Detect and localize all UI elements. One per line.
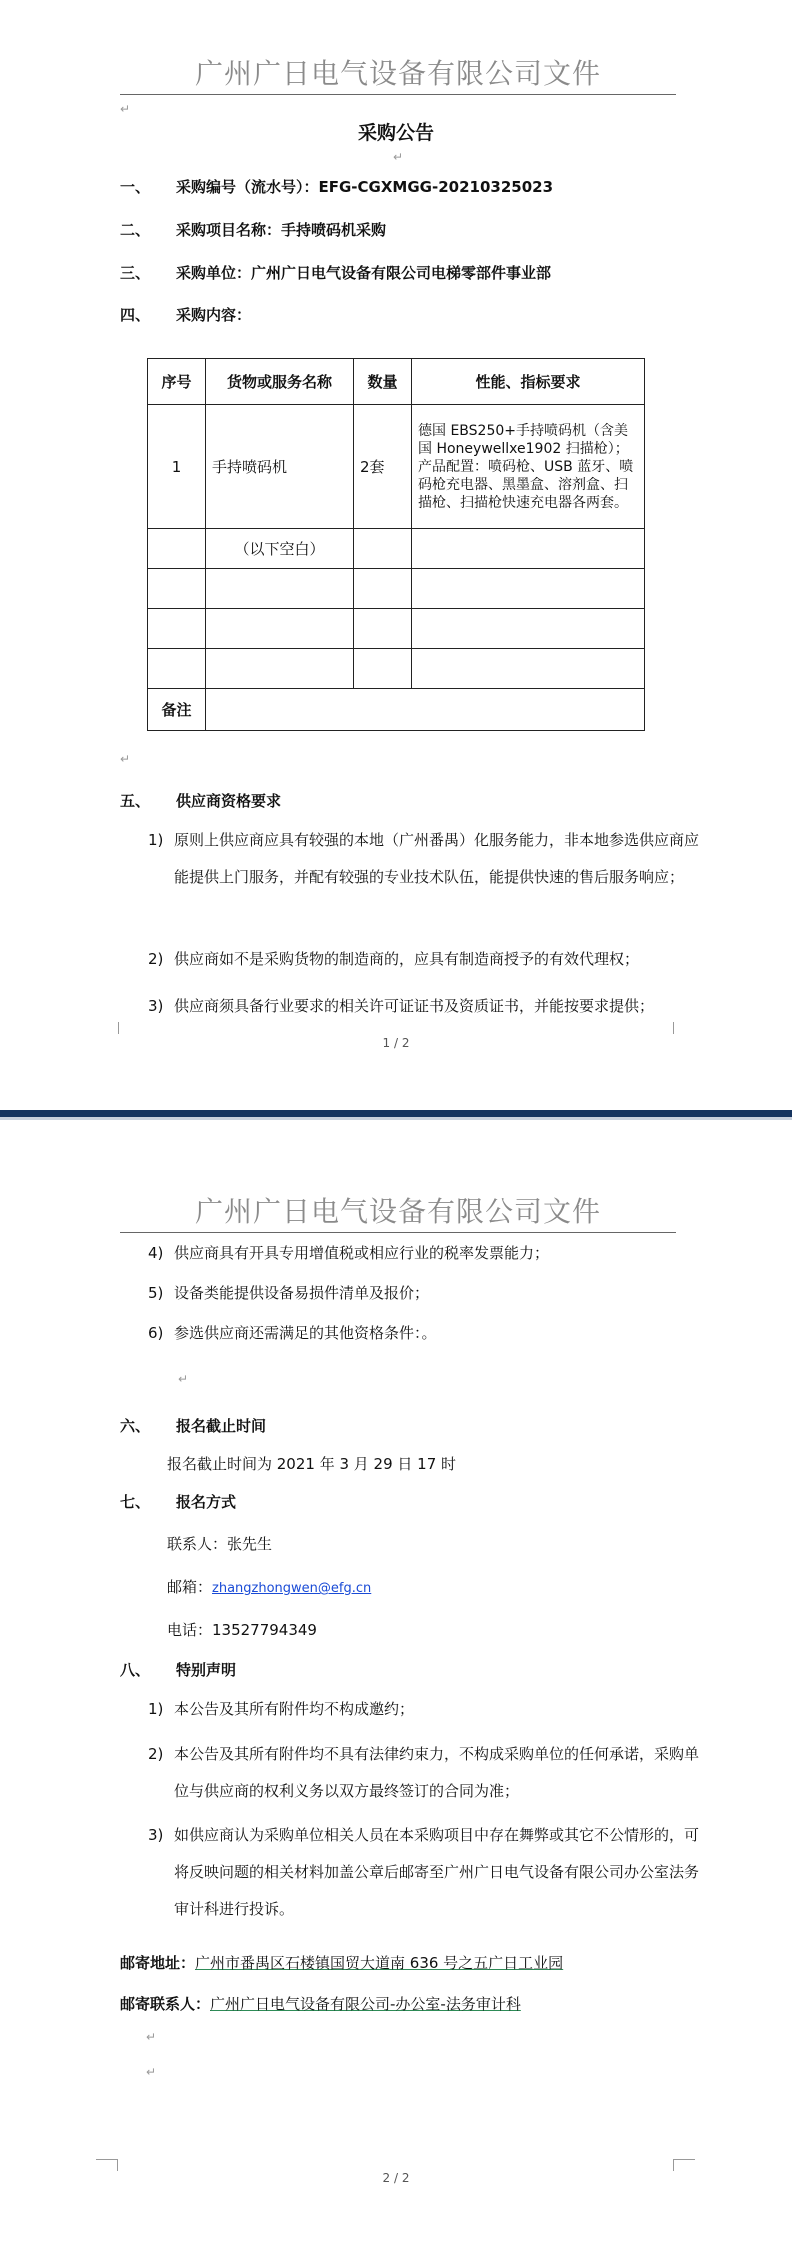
paragraph-mark: ↵ xyxy=(120,102,131,116)
document-header: 广州广日电气设备有限公司文件 xyxy=(120,52,676,95)
section-qualifications: 五、 供应商资格要求 xyxy=(120,792,282,810)
statement-item: 2) 本公告及其所有附件均不具有法律约束力，不构成采购单位的任何承诺，采购单位与供应商的权利义务以双方最终签订的合同为准； xyxy=(148,1745,700,1800)
col-header-spec: 性能、指标要求 xyxy=(412,359,645,405)
remark-label: 备注 xyxy=(148,689,206,731)
statement-item: 3) 如供应商认为采购单位相关人员在本采购项目中存在舞弊或其它不公情形的，可将反映问题的相关材料加盖公章后邮寄至广州广日电气设备有限公司办公室法务审计科进行投诉。 xyxy=(148,1826,700,1918)
document-page-2 xyxy=(0,1135,792,2255)
section-statement: 八、 特别声明 xyxy=(120,1661,237,1679)
paragraph-mark: ↵ xyxy=(393,150,404,164)
document-header: 广州广日电气设备有限公司文件 xyxy=(120,1190,676,1233)
document-title: 采购公告 xyxy=(357,122,434,144)
qualification-item: 4) 供应商具有开具专用增值税或相应行业的税率发票能力； xyxy=(148,1244,550,1262)
cell-spec: 德国 EBS250+手持喷码机（含美国 Honeywellxe1902 扫描枪）；产品配置：喷码枪、USB 蓝牙、喷码枪充电器、黑墨盒、溶剂盒、扫描枪、扫描枪快速充电器各两套。 xyxy=(412,405,645,529)
margin-corner xyxy=(652,1022,674,1034)
table-row xyxy=(148,609,645,649)
deadline-text: 报名截止时间为 2021 年 3 月 29 日 17 时 xyxy=(167,1455,457,1473)
mailing-contact: 邮寄联系人：广州广日电气设备有限公司-办公室-法务审计科 xyxy=(120,1995,521,2013)
qualification-item: 5) 设备类能提供设备易损件清单及报价； xyxy=(148,1284,430,1302)
qualification-item: 1) 原则上供应商应具有较强的本地（广州番禺）化服务能力，非本地参选供应商应能提供上门服务，并配有较强的专业技术队伍，能提供快速的售后服务响应； xyxy=(148,831,700,886)
contact-email-line: 邮箱：zhangzhongwen@efg.cn xyxy=(167,1578,372,1596)
page-number: 2 / 2 xyxy=(382,2171,410,2185)
paragraph-mark: ↵ xyxy=(146,2030,157,2044)
email-link[interactable]: zhangzhongwen@efg.cn xyxy=(212,1581,372,1596)
table-remark-row xyxy=(148,689,645,731)
cell-qty xyxy=(354,529,412,569)
section-registration: 七、 报名方式 xyxy=(120,1493,237,1511)
table-header-row xyxy=(148,359,645,405)
table-row xyxy=(148,569,645,609)
qualification-item: 3) 供应商须具备行业要求的相关许可证证书及资质证书，并能按要求提供； xyxy=(148,997,655,1015)
cell-item: 手持喷码机 xyxy=(206,405,354,529)
cell-spec xyxy=(412,529,645,569)
page-number: 1 / 2 xyxy=(382,1036,410,1050)
qualification-item: 2) 供应商如不是采购货物的制造商的，应具有制造商授予的有效代理权； xyxy=(148,950,640,968)
remark-value xyxy=(206,689,645,731)
cell-no: 1 xyxy=(148,405,206,529)
paragraph-mark: ↵ xyxy=(146,2065,157,2079)
table-row xyxy=(148,529,645,569)
section-procuring-unit: 三、 采购单位：广州广日电气设备有限公司电梯零部件事业部 xyxy=(120,264,552,282)
table-row xyxy=(148,649,645,689)
section-project-name: 二、 采购项目名称：手持喷码机采购 xyxy=(120,221,387,239)
page-separator xyxy=(0,1110,792,1135)
section-deadline: 六、 报名截止时间 xyxy=(120,1417,267,1435)
col-header-qty: 数量 xyxy=(354,359,412,405)
paragraph-mark: ↵ xyxy=(178,1372,189,1386)
statement-item: 1) 本公告及其所有附件均不构成邀约； xyxy=(148,1700,415,1718)
margin-corner xyxy=(96,2159,118,2171)
cell-no xyxy=(148,529,206,569)
document-page-1 xyxy=(0,0,792,1110)
mailing-address: 邮寄地址：广州市番禺区石楼镇国贸大道南 636 号之五广日工业园 xyxy=(120,1954,564,1972)
table-row xyxy=(148,405,645,529)
col-header-no: 序号 xyxy=(148,359,206,405)
section-procurement-content: 四、 采购内容： xyxy=(120,306,252,324)
paragraph-mark: ↵ xyxy=(120,752,131,766)
margin-corner xyxy=(118,1022,140,1034)
cell-item: （以下空白） xyxy=(206,529,354,569)
col-header-item: 货物或服务名称 xyxy=(206,359,354,405)
contact-person: 联系人：张先生 xyxy=(167,1535,273,1553)
margin-corner xyxy=(673,2159,695,2171)
contact-phone: 电话：13527794349 xyxy=(167,1621,317,1639)
procurement-table xyxy=(147,358,645,731)
qualification-item: 6) 参选供应商还需满足的其他资格条件：。 xyxy=(148,1324,437,1342)
section-procurement-number: 一、 采购编号（流水号）：EFG-CGXMGG-20210325023 xyxy=(120,178,554,196)
cell-qty: 2套 xyxy=(354,405,412,529)
